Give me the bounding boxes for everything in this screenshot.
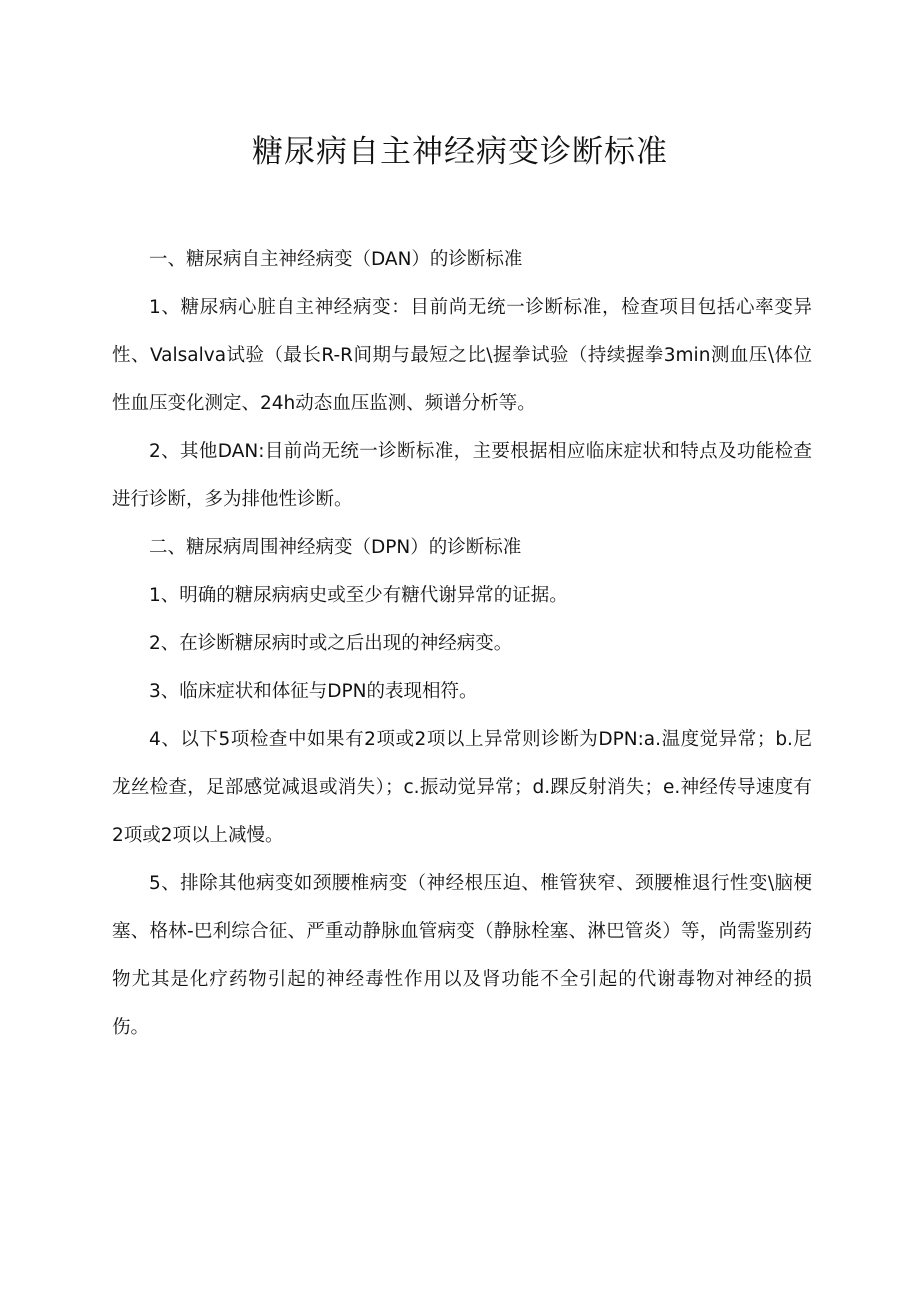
paragraph-dan-other: 2、其他DAN:目前尚无统一诊断标准，主要根据相应临床症状和特点及功能检查进行诊断，多为排他性诊断。 bbox=[112, 441, 812, 510]
paragraph-dpn-2: 2、在诊断糖尿病时或之后出现的神经病变。 bbox=[149, 633, 513, 654]
section-heading-dpn: 二、糖尿病周围神经病变（DPN）的诊断标准 bbox=[149, 537, 522, 558]
paragraph-dpn-5: 5、排除其他病变如颈腰椎病变（神经根压迫、椎管狭窄、颈腰椎退行性变\脑梗塞、格林-巴利综合征、严重动静脉血管病变（静脉栓塞、淋巴管炎）等，尚需鉴别药物尤其是化疗药物引起的神经毒性作用以及肾功能不全引起的代谢毒物对神经的损伤。 bbox=[112, 873, 812, 1038]
paragraph-dpn-3: 3、临床症状和体征与DPN的表现相符。 bbox=[149, 681, 478, 702]
paragraph-dan-cardiac: 1、糖尿病心脏自主神经病变：目前尚无统一诊断标准，检查项目包括心率变异性、Valsalva试验（最长R-R间期与最短之比\握拳试验（持续握拳3min测血压\体位性血压变化测定、24h动态血压监测、频谱分析等。 bbox=[112, 297, 812, 414]
document-body bbox=[112, 236, 812, 1052]
paragraph-dpn-1: 1、明确的糖尿病病史或至少有糖代谢异常的证据。 bbox=[149, 585, 568, 606]
paragraph-dpn-4: 4、以下5项检查中如果有2项或2项以上异常则诊断为DPN:a.温度觉异常；b.尼龙丝检查，足部感觉减退或消失）；c.振动觉异常；d.踝反射消失；e.神经传导速度有2项或2项以上减慢。 bbox=[112, 729, 812, 846]
document-title: 糖尿病自主神经病变诊断标准 bbox=[252, 134, 668, 170]
section-heading-dan: 一、糖尿病自主神经病变（DAN）的诊断标准 bbox=[149, 249, 523, 270]
